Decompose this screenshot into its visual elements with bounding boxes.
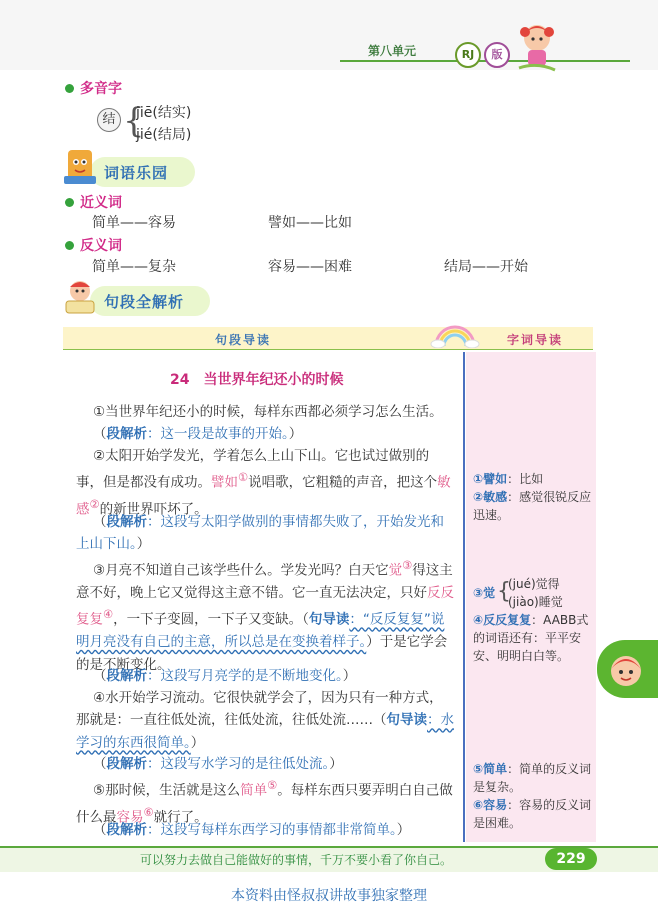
banner-title-words: 词语乐园	[104, 164, 169, 182]
synonym-pair-2: 譬如——比如	[268, 215, 352, 231]
paragraph-5: ⑤那时候，生活就是这么简单⑤。每样东西只要弄明白自己做什么最容易⑥就行了。	[76, 779, 453, 826]
note-3-reading-2: (jiào)睡觉	[508, 595, 563, 609]
page-number: 229	[545, 848, 597, 870]
antonym-pair-2: 容易——困难	[268, 259, 352, 275]
note-3-key: ③觉	[473, 586, 496, 600]
analysis-3: （段解析：这段写月亮学的是不断地变化。）	[93, 668, 357, 684]
footer-motto: 可以努力去做自己能做好的事情，千万不要小看了你自己。	[140, 853, 453, 867]
column-divider	[463, 352, 465, 842]
credit-line: 本资料由怪叔叔讲故事独家整理	[231, 888, 427, 904]
paragraph-2: ②太阳开始学发光，学着怎么上山下山。它也试过做别的事，但是都没有成功。譬如①说唱歌，它粗糙的声音，把这个敏感②的新世界吓坏了。	[76, 448, 451, 518]
bullet-dot	[65, 198, 74, 207]
note-5: ⑤简单：简单的反义词是复杂。	[473, 762, 592, 794]
guide-label-vocab: 字词导读	[507, 333, 564, 347]
reading-2: jié(结局)	[136, 127, 192, 143]
mascot-book-icon	[62, 146, 98, 186]
synonym-heading: 近义词	[65, 192, 122, 212]
mascot-scroll-icon	[62, 277, 98, 317]
rainbow-icon	[430, 322, 480, 348]
antonym-heading: 反义词	[65, 235, 122, 255]
analysis-5: （段解析：这段写每样东西学习的事情都非常简单。）	[93, 822, 411, 838]
bullet-dot	[65, 241, 74, 250]
guide-label-paragraph: 句段导读	[215, 333, 272, 347]
reading-1: jiē(结实)	[136, 105, 192, 121]
note-3-reading-1: (jué)觉得	[508, 577, 560, 591]
paragraph-3: ③月亮不知道自己该学些什么。学发光吗？白天它觉③得这主意不好，晚上它又觉得这主意不错。它一直无法决定，只好反反复复④，一下子变圆，一下子又变缺。（句导读：“反反复复”说明月亮没有自己的主意，所以总是在变换着样子。）于是它学会的是不断变化。	[76, 559, 454, 673]
antonym-pair-3: 结局——开始	[444, 259, 528, 275]
brace-icon: {	[123, 101, 145, 141]
analysis-2: （段解析：这段写太阳学做别的事情都失败了，开始发光和上山下山。）	[76, 514, 444, 553]
analysis-4: （段解析：这段写水学习的是往低处流。）	[93, 756, 343, 772]
edition-badge: 版	[484, 42, 510, 68]
unit-label: 第八单元	[368, 44, 417, 58]
polyphone-heading: 多音字	[65, 78, 122, 98]
paragraph-1: ①当世界年纪还小的时候，每样东西都必须学习怎么生活。	[93, 404, 443, 420]
note-1: ①譬如：比如	[473, 472, 544, 486]
rj-badge: RJ	[455, 42, 481, 68]
article-title: 24 当世界年纪还小的时候	[170, 372, 344, 388]
synonym-pair-1: 简单——容易	[92, 215, 176, 231]
antonym-pair-1: 简单——复杂	[92, 259, 176, 275]
note-4: ④反反复复：AABB式的词语还有：平平安安、明明白白等。	[473, 613, 589, 663]
note-2: ②敏感：感觉很锐反应迅速。	[473, 490, 592, 522]
bullet-dot	[65, 84, 74, 93]
guide-rule	[63, 349, 593, 350]
note-3-brace: {	[497, 579, 511, 604]
banner-title-analysis: 句段全解析	[104, 293, 185, 311]
paragraph-4: ④水开始学习流动。它很快就学会了，因为只有一种方式，那就是：一直往低处流，往低处流，往低处流……（句导读：水学习的东西很简单。）	[76, 690, 454, 751]
cartoon-face-icon	[604, 647, 648, 691]
analysis-1: （段解析：这一段是故事的开始。）	[93, 426, 303, 442]
cartoon-girl-icon	[515, 18, 559, 74]
note-6: ⑥容易：容易的反义词是困难。	[473, 798, 592, 830]
polyphone-char: 结	[97, 108, 121, 132]
